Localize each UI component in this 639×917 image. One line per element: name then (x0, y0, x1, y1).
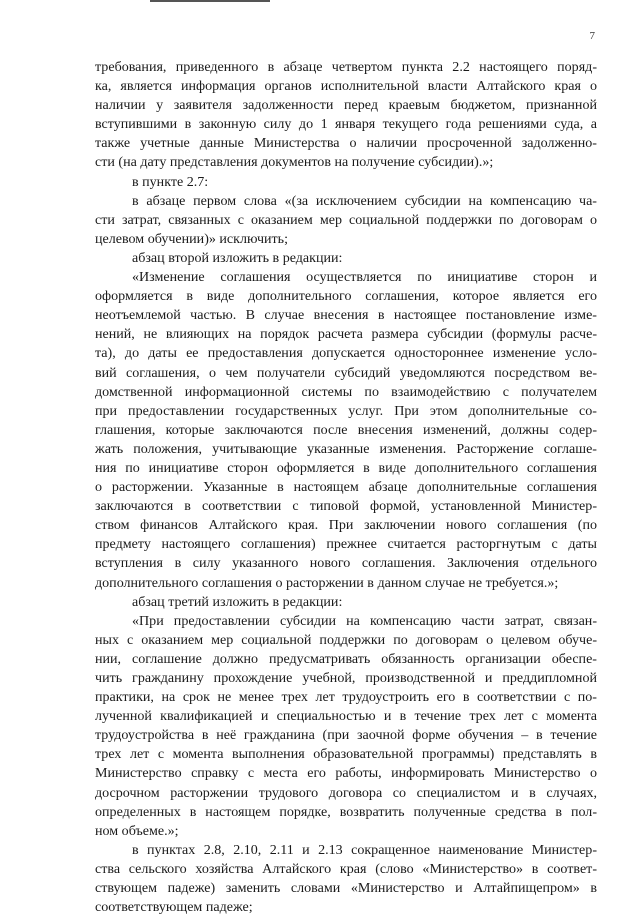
text-line: абзац третий изложить в редакции: (132, 593, 343, 610)
page-number: 7 (589, 30, 595, 42)
text-line: вступившими в законную силу до 1 января текущего года решениями суда, а (95, 116, 597, 133)
text-line: в абзаце первом слова «(за исключением субсидии на компенсацию ча- (132, 192, 597, 209)
text-line: досрочном расторжении трудового договора со специалистом и в случаях, (95, 784, 597, 801)
text-line: «При предоставлении субсидии на компенсацию части затрат, связан- (132, 612, 597, 629)
text-line: ка, является информация органов исполнительной власти Алтайского края о (95, 78, 597, 95)
text-line: нии, соглашение должно предусматривать обязанность организации обеспе- (95, 650, 597, 667)
text-line: ном объеме.»; (95, 822, 179, 839)
text-line: оформляется в виде дополнительного соглашения, которое является его (95, 288, 597, 305)
text-line: трех лет с момента выполнения образовательной программы) представлять в (95, 746, 597, 763)
text-line: ствующем падеже) заменить словами «Министерство и Алтайпищепром» в (95, 880, 597, 897)
text-line: ства сельского хозяйства Алтайского края (слово «Министерство» в соответ- (95, 860, 597, 877)
text-line: лученной квалификацией и специальностью и в течение трех лет с момента (95, 708, 597, 725)
text-line: неотъемлемой частью. В случае внесения в настоящее постановление изме- (95, 307, 597, 324)
text-line: трудоустройства в неё гражданина (при заочной форме обучения – в течение (95, 727, 597, 744)
text-line: ния по инициативе сторон оформляется в виде дополнительного соглашения (95, 459, 597, 476)
text-line: чить гражданину прохождение учебной, производственной и преддипломной (95, 670, 597, 686)
text-line: домственной информационной системы по взаимодействию с получателем (95, 383, 597, 400)
text-line: при предоставлении государственных услуг. При этом дополнительные со- (95, 402, 597, 419)
text-line: о расторжении. Указанные в настоящем абзаце дополнительные соглашения (95, 479, 597, 496)
text-line: вступления в силу указанного нового соглашения. Заключения отдельного (95, 555, 597, 572)
text-line: глашения, которые заключаются после внесения изменений, должны содер- (95, 421, 597, 438)
text-line: предмету настоящего соглашения) прежнее считается расторгнутым с даты (95, 536, 597, 553)
text-line: сти (на дату представления документов на получение субсидии).»; (95, 154, 494, 171)
text-line: сти затрат, связанных с оказанием мер социальной поддержки по договорам о (95, 211, 597, 228)
text-line: ством финансов Алтайского края. При заключении нового соглашения (по (95, 517, 597, 534)
text-line: абзац второй изложить в редакции: (132, 249, 343, 266)
text-line: заключаются в соответствии с типовой формой, установленной Министер- (95, 498, 597, 515)
top-rule (150, 0, 270, 2)
text-line: нений, не влияющих на порядок расчета размера субсидии (формулы расче- (95, 326, 597, 343)
text-line: соответствующем падеже; (95, 899, 253, 916)
text-line: целевом обучении)» исключить; (95, 230, 288, 247)
text-line: практики, на срок не менее трех лет трудоустроить его в соответствии с по- (95, 689, 597, 706)
text-line: в пункте 2.7: (132, 173, 209, 190)
text-line: дополнительного соглашения о расторжении в данном случае не требуется.»; (95, 574, 559, 591)
text-line: ных с оказанием мер социальной поддержки по договорам о целевом обуче- (95, 631, 597, 648)
text-line: в пунктах 2.8, 2.10, 2.11 и 2.13 сокращенное наименование Министер- (132, 841, 597, 858)
text-line: вий соглашения, о чем получатели субсидий уведомляются посредством ве- (95, 364, 597, 381)
text-line: также учетные данные Министерства о наличии просроченной задолженно- (95, 135, 597, 152)
text-line: Министерство справку с места его работы, информировать Министерство о (95, 765, 597, 782)
text-line: определенных в настоящем порядке, возвратить полученные средства в пол- (95, 803, 597, 820)
text-line: та), до даты ее предоставления допускается одностороннее изменение усло- (95, 345, 597, 362)
text-line: «Изменение соглашения осуществляется по инициативе сторон и (132, 269, 597, 286)
text-line: жать положения, учитывающие указанные изменения. Расторжение соглаше- (95, 440, 597, 457)
document-body (95, 58, 597, 917)
text-line: наличии у заявителя задолженности перед краевым бюджетом, признанной (95, 97, 597, 114)
text-line: требования, приведенного в абзаце четвертом пункта 2.2 настоящего поряд- (95, 59, 597, 75)
